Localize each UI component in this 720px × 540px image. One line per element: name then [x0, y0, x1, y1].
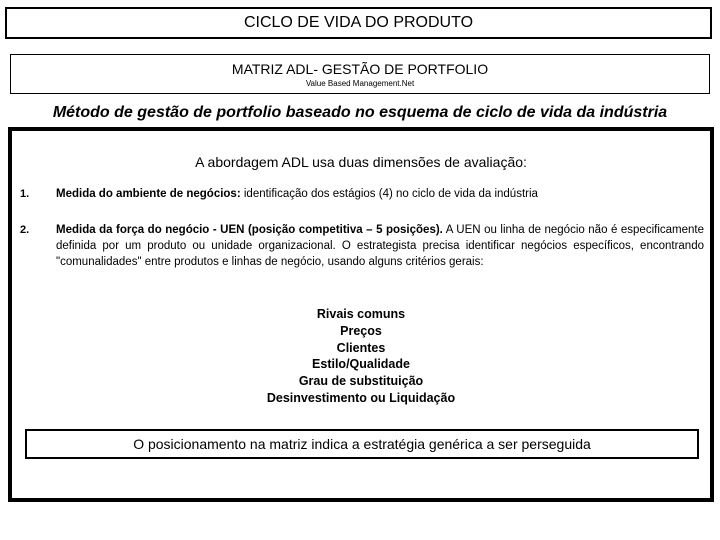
criteria-list — [12, 306, 710, 407]
method-heading: Método de gestão de portfolio baseado no esquema de ciclo de vida da indústria — [52, 104, 668, 121]
intro-text: A abordagem ADL usa duas dimensões de avaliação: — [195, 154, 527, 170]
item-1-bold: Medida do ambiente de negócios: — [56, 188, 241, 200]
item-number-1: 1. — [20, 188, 30, 200]
main-content-box — [8, 127, 714, 502]
criteria-item: Estilo/Qualidade — [312, 357, 410, 372]
page-title: CICLO DE VIDA DO PRODUTO — [243, 14, 474, 31]
conclusion-text: O posicionamento na matriz indica a estratégia genérica a ser perseguida — [133, 436, 591, 452]
criteria-item: Clientes — [336, 340, 386, 355]
conclusion-box — [25, 429, 699, 459]
page-title-box — [5, 7, 712, 39]
item-1 — [56, 186, 704, 202]
matrix-title: MATRIZ ADL- GESTÃO DE PORTFOLIO — [231, 61, 489, 77]
matrix-subtitle: Value Based Management.Net — [305, 79, 415, 88]
criteria-item: Rivais comuns — [316, 307, 406, 321]
item-1-text: identificação dos estágios (4) no ciclo de vida da indústria — [240, 188, 538, 200]
criteria-item: Grau de substituição — [298, 374, 424, 389]
item-number-2: 2. — [20, 224, 30, 236]
item-2-bold: Medida da força do negócio - UEN (posição competitiva – 5 posições). — [56, 224, 443, 236]
matrix-header-box — [10, 54, 710, 94]
item-2 — [56, 222, 704, 270]
item-2-text: A UEN ou linha de negócio não é especificamente definida por um produto ou unidade organizacional. O estrategista precisa identificar negócios específicos, encontrando "comunalidades" entre produtos e linhas de negócio, usando alguns critérios gerais: — [56, 224, 704, 268]
criteria-item: Preços — [340, 323, 382, 338]
criteria-item: Desinvestimento ou Liquidação — [266, 390, 456, 405]
